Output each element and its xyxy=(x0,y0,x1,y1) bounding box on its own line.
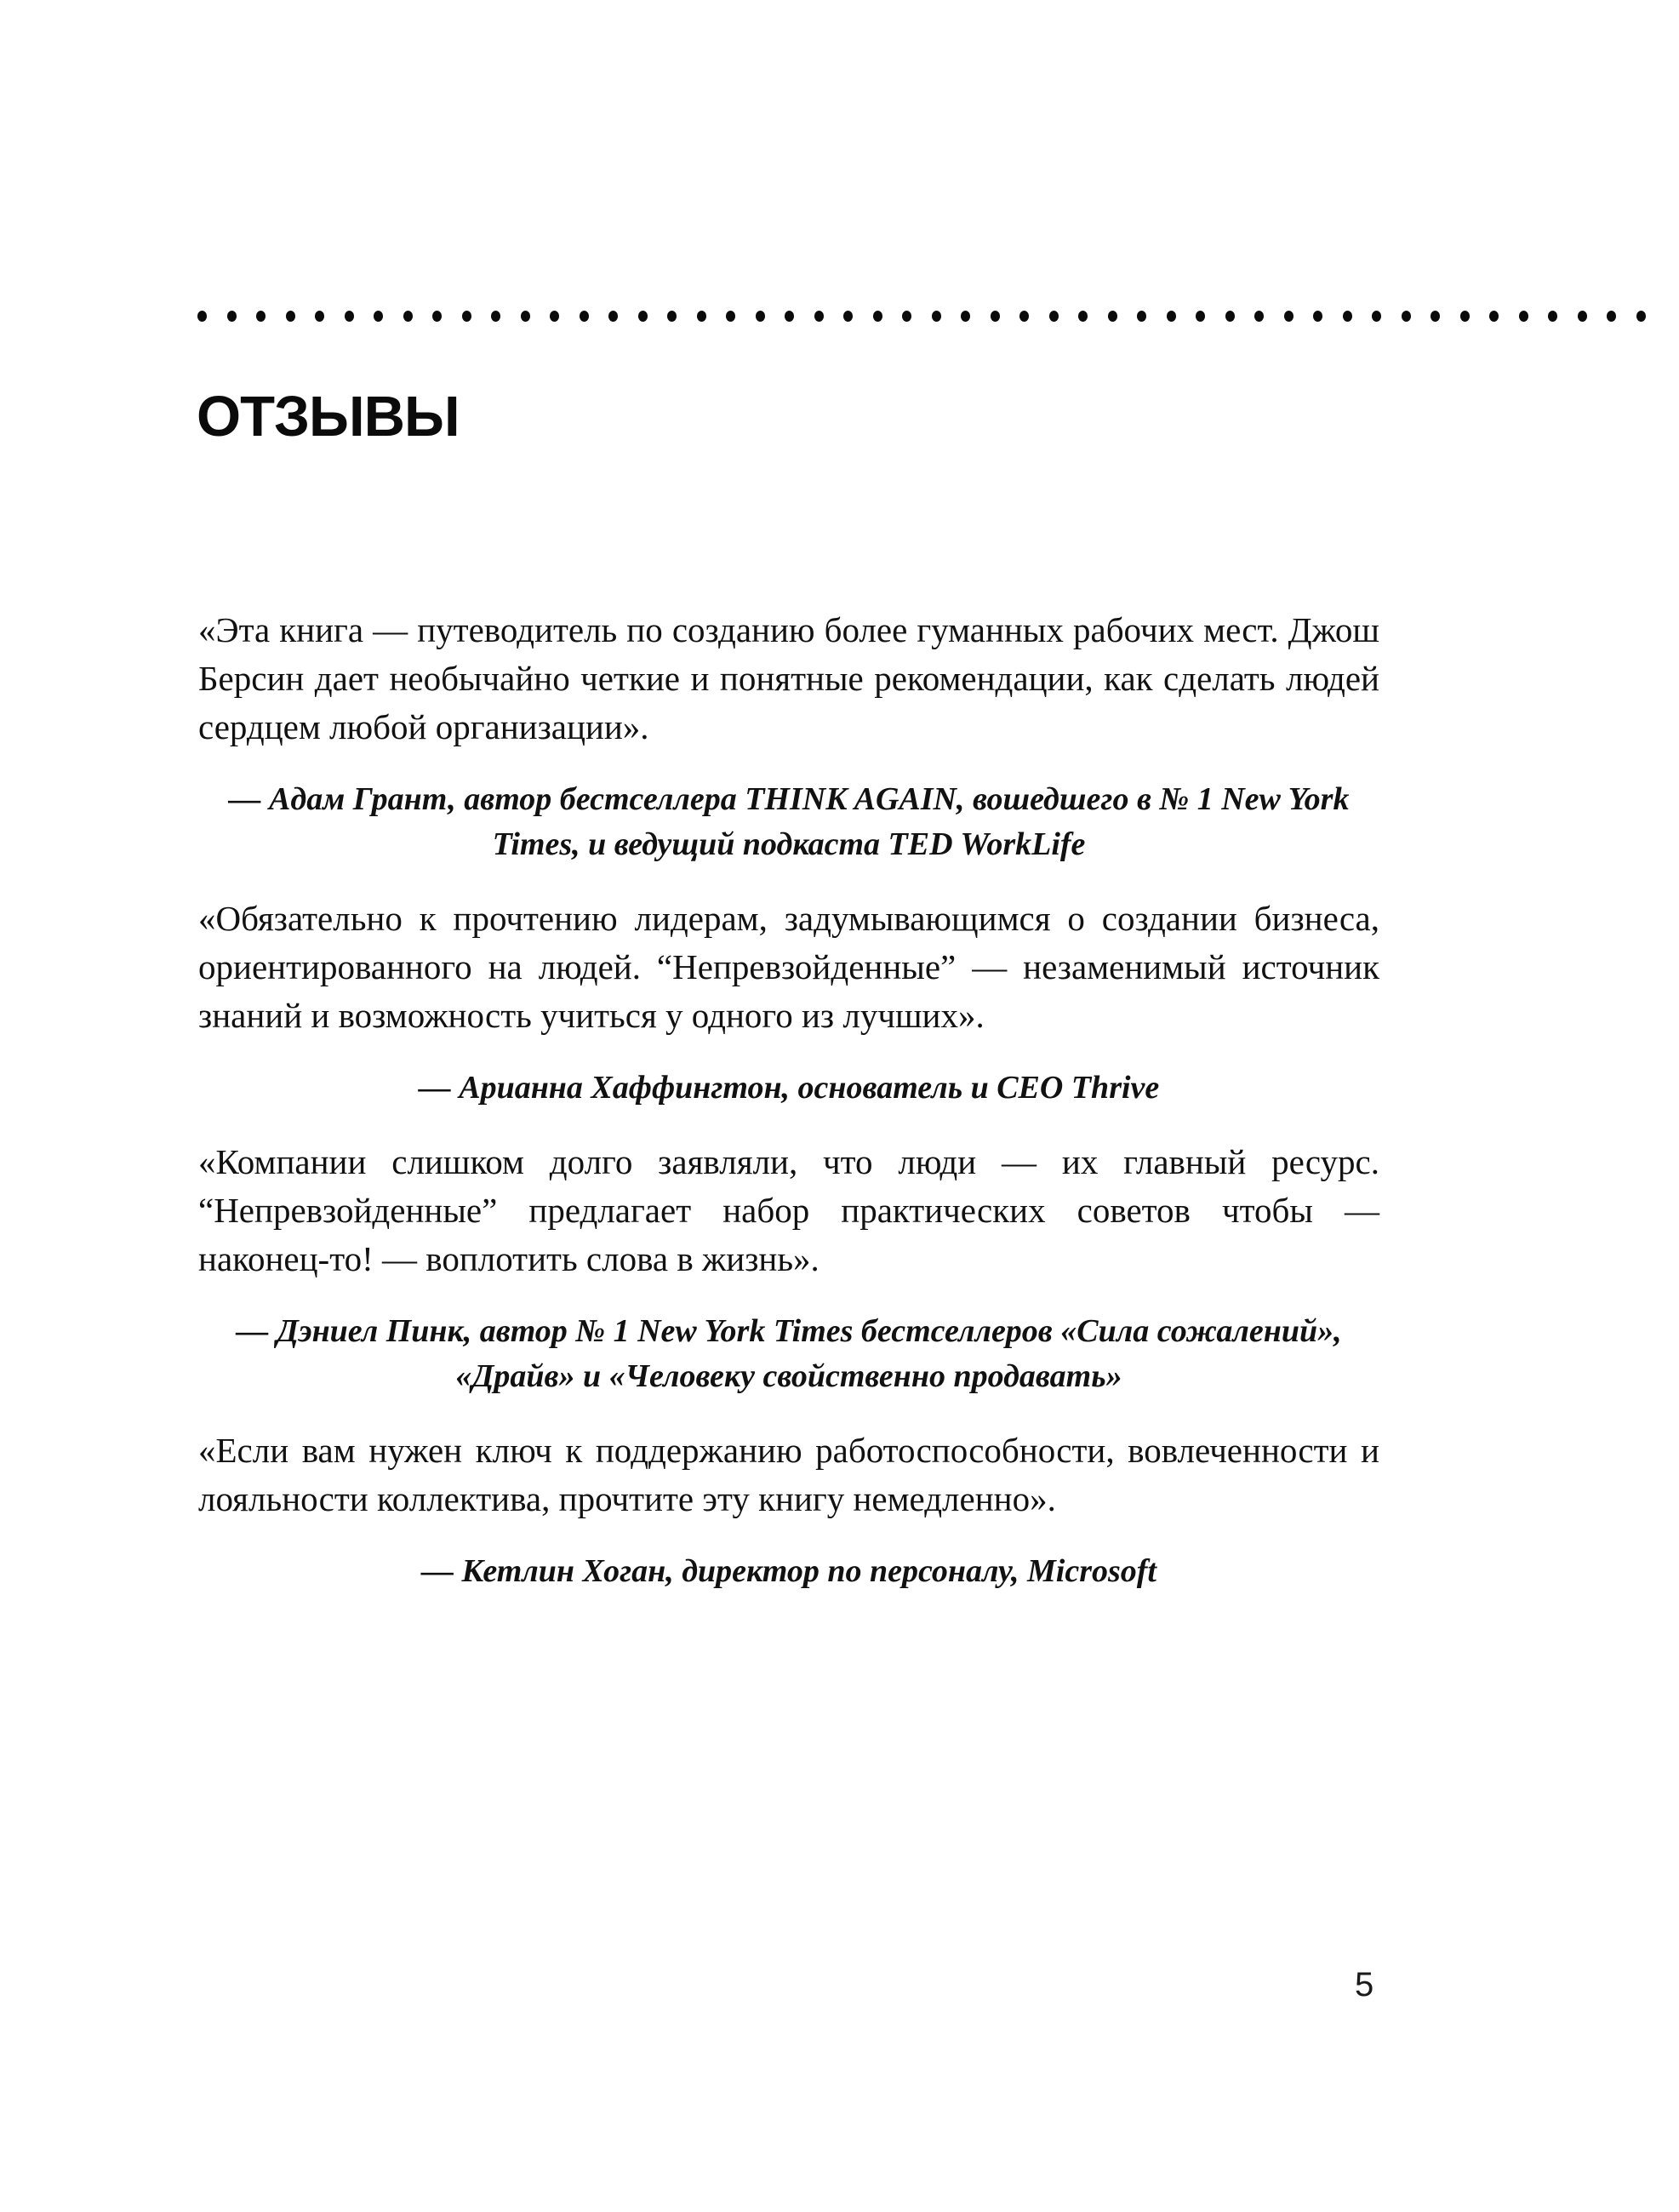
rule-dot xyxy=(1548,311,1557,322)
testimonial-quote: «Обязательно к прочтению лидерам, задумывающимся о создании бизнеса, ориентированного на людей. “Непревзойденные” — незаменимый источник знаний и возможность учиться у одного из лучших». xyxy=(198,899,1379,1035)
rule-dot xyxy=(1225,311,1235,322)
rule-dot xyxy=(1402,311,1411,322)
rule-dot xyxy=(462,311,471,322)
rule-dot xyxy=(1343,311,1352,322)
rule-dot xyxy=(1049,311,1059,322)
rule-dot xyxy=(961,311,970,322)
rule-dot xyxy=(1519,311,1528,322)
spacer xyxy=(198,1111,1379,1138)
spacer xyxy=(198,867,1379,895)
rule-dot xyxy=(256,311,266,322)
rule-dot xyxy=(1372,311,1381,322)
rule-dot xyxy=(315,311,324,322)
rule-dot xyxy=(521,311,530,322)
rule-dot xyxy=(227,311,237,322)
rule-dot xyxy=(1167,311,1176,322)
rule-dot xyxy=(1460,311,1470,322)
rule-dot xyxy=(1313,311,1322,322)
spacer xyxy=(198,1283,1379,1309)
rule-dot xyxy=(1137,311,1146,322)
rule-dot xyxy=(1254,311,1264,322)
rule-dot xyxy=(197,311,207,322)
testimonial-attribution: — Кетлин Хоган, директор по персоналу, Microsoft xyxy=(421,1553,1156,1589)
page-number: 5 xyxy=(1355,1966,1374,2003)
spacer xyxy=(198,1399,1379,1426)
rule-dot xyxy=(1284,311,1294,322)
spacer xyxy=(198,1523,1379,1549)
rule-dot xyxy=(726,311,735,322)
rule-dot xyxy=(550,311,559,322)
testimonial-attribution: — Арианна Хаффингтон, основатель и CEO Thrive xyxy=(418,1070,1160,1106)
rule-dot xyxy=(491,311,500,322)
rule-dot xyxy=(1108,311,1117,322)
rule-dot xyxy=(1078,311,1088,322)
rule-dot xyxy=(608,311,618,322)
rule-dot xyxy=(756,311,765,322)
rule-dot xyxy=(873,311,882,322)
testimonial-quote: «Если вам нужен ключ к поддержанию работоспособности, вовлеченности и лояльности коллектива, прочтите эту книгу немедленно». xyxy=(198,1431,1379,1518)
rule-dot xyxy=(843,311,853,322)
rule-dot xyxy=(785,311,794,322)
rule-dot xyxy=(991,311,1000,322)
rule-dot xyxy=(432,311,442,322)
rule-dot xyxy=(932,311,941,322)
rule-dot xyxy=(1607,311,1616,322)
testimonial-quote: «Компании слишком долго заявляли, что люди — их главный ресурс. “Непревзойденные” предлагает набор практических советов чтобы — наконец-то! — воплотить слова в жизнь». xyxy=(198,1142,1379,1278)
testimonial-quote: «Эта книга — путеводитель по созданию более гуманных рабочих мест. Джош Берсин дает необычайно четкие и понятные рекомендации, как сделать людей сердцем любой организации». xyxy=(198,610,1379,746)
rule-dot xyxy=(667,311,677,322)
rule-dot xyxy=(1489,311,1499,322)
rule-dot xyxy=(1431,311,1440,322)
rule-dot xyxy=(638,311,648,322)
rule-dot xyxy=(1196,311,1205,322)
rule-dot xyxy=(1578,311,1587,322)
rule-dot xyxy=(345,311,354,322)
page-title: отзывы xyxy=(197,363,460,454)
rule-dot xyxy=(403,311,413,322)
rule-dot xyxy=(902,311,911,322)
rule-dot xyxy=(286,311,295,322)
testimonial-attribution: — Адам Грант, автор бестселлера THINK AGAIN, вошедшего в № 1 New York Times, и ведущий подкаста TED WorkLife xyxy=(228,781,1350,862)
rule-dot xyxy=(697,311,706,322)
dotted-rule-divider xyxy=(197,308,1646,323)
rule-dot xyxy=(580,311,589,322)
rule-dot xyxy=(1019,311,1029,322)
rule-dot xyxy=(1636,311,1646,322)
rule-dot xyxy=(374,311,383,322)
testimonials-list xyxy=(198,606,1379,1594)
rule-dot xyxy=(814,311,824,322)
spacer xyxy=(198,752,1379,777)
testimonial-attribution: — Дэниел Пинк, автор № 1 New York Times бестселлеров «Сила сожалений», «Драйв» и «Человеку свойственно продавать» xyxy=(236,1313,1342,1394)
spacer xyxy=(198,1040,1379,1066)
